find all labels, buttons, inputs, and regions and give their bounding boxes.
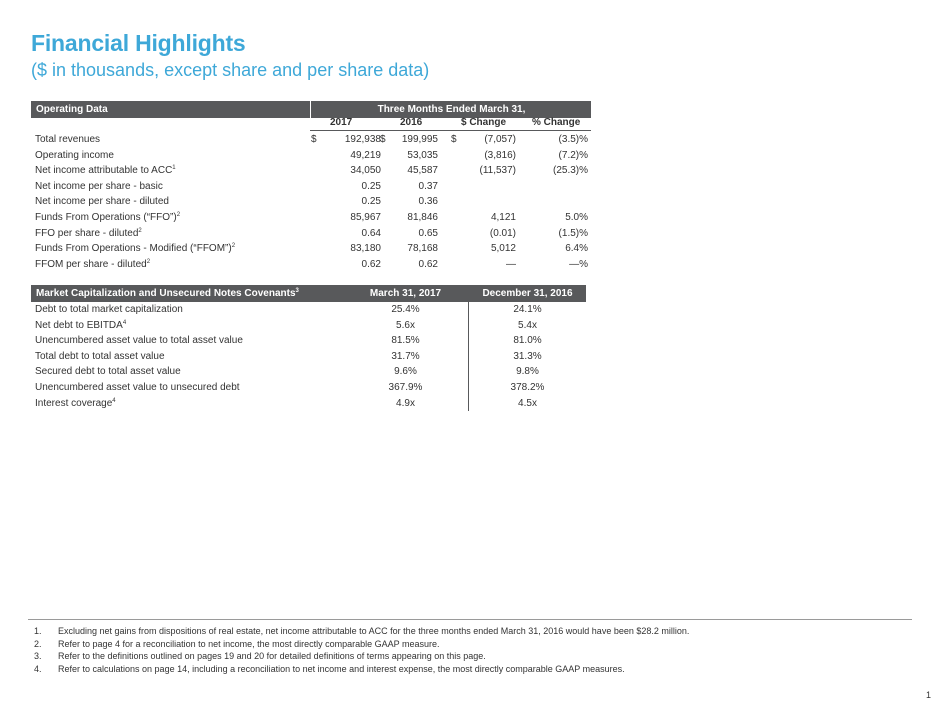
col-march-2017: March 31, 2017: [369, 288, 442, 299]
dollar-change: (0.01): [489, 227, 516, 239]
table-row: [31, 134, 591, 149]
dollar-change: (3,816): [484, 149, 516, 161]
row-label: FFO per share - diluted$^2$: [35, 227, 142, 239]
dollar-sign: $: [380, 134, 386, 145]
footnote-text: Refer to calculations on page 14, including a reconciliation to net income and interest expense, the most directly comparable GAAP measures.: [58, 663, 625, 674]
row-label: Net debt to EBITDA$^4$: [35, 319, 127, 331]
value-march-2017: 25.4%: [391, 304, 420, 315]
table-row: [31, 382, 586, 397]
row-label: Net income per share - diluted: [35, 196, 169, 208]
footnote-text: Excluding net gains from dispositions of real estate, net income attributable to ACC for the three months ended March 31, 2016 would have been $28.2 million.: [58, 626, 690, 636]
value-2017: 0.62: [361, 258, 381, 270]
period-label: Three Months Ended March 31,: [310, 101, 592, 118]
footnote-text: Refer to the definitions outlined on pages 19 and 20 for detailed definitions of terms appearing on this page.: [58, 651, 486, 662]
value-2016: 45,587: [407, 165, 438, 177]
value-2017: 49,219: [350, 149, 381, 161]
table-row: [31, 150, 591, 165]
value-december-2016: 378.2%: [510, 382, 545, 393]
value-2016: 199,995: [401, 134, 438, 145]
percent-change: —%: [569, 258, 588, 270]
market-section-label: Market Capitalization and Unsecured Notes Covenants$^3$: [36, 288, 299, 299]
table-row: [31, 366, 586, 381]
value-december-2016: 31.3%: [513, 350, 542, 362]
row-label: Net income per share - basic: [35, 180, 163, 192]
value-2016: 0.36: [418, 196, 438, 208]
footnote-number: 2.: [34, 638, 42, 649]
value-2016: 0.65: [418, 227, 438, 239]
table-row: [31, 335, 586, 350]
value-december-2016: 81.0%: [513, 335, 542, 347]
value-2017: 34,050: [350, 165, 381, 177]
value-2016: 81,846: [407, 212, 438, 223]
value-2017: 0.64: [361, 227, 381, 239]
percent-change: (3.5)%: [558, 134, 588, 145]
footnote-marker: 2: [176, 212, 181, 218]
table-row: [31, 259, 591, 274]
footnote-marker: 4: [112, 397, 116, 404]
value-2017: 83,180: [350, 243, 381, 255]
footnote-text: Refer to page 4 for a reconciliation to net income, the most directly comparable GAAP measure.: [58, 638, 440, 649]
footnote-marker: 4: [122, 319, 127, 326]
row-label: Interest coverage$^4$: [35, 397, 116, 409]
col-dollar-change: $ Change: [461, 117, 507, 128]
table-row: [31, 351, 586, 366]
value-march-2017: 9.6%: [394, 366, 417, 378]
footnote-rule: [28, 619, 912, 620]
footnote-marker: 2: [138, 227, 142, 234]
percent-change: (1.5)%: [558, 227, 588, 239]
dollar-change: (11,537): [479, 165, 516, 177]
dollar-sign: $: [311, 134, 317, 145]
footnote-number: 3.: [34, 651, 42, 662]
footnote-number: 1.: [34, 626, 42, 636]
footnote-marker: 2: [231, 243, 236, 250]
row-label: Funds From Operations (“FFO”)$^2$: [35, 212, 181, 223]
col-2016: 2016: [400, 117, 423, 128]
value-march-2017: 81.5%: [391, 335, 420, 347]
value-2017: 85,967: [350, 212, 381, 223]
page-title: Financial Highlights: [31, 30, 246, 56]
row-label: Unencumbered asset value to total asset value: [35, 335, 243, 347]
market-header: [31, 285, 586, 302]
dollar-change: —: [506, 258, 516, 270]
page-subtitle: ($ in thousands, except share and per share data): [31, 60, 430, 80]
value-december-2016: 24.1%: [513, 304, 542, 315]
row-label: Operating income: [35, 149, 114, 161]
percent-change: 5.0%: [565, 212, 588, 223]
row-label: Unencumbered asset value to unsecured debt: [35, 382, 240, 393]
dollar-change: 4,121: [490, 212, 516, 223]
percent-change: (7.2)%: [558, 149, 588, 161]
page-number: 1: [926, 690, 932, 700]
table-row: [31, 304, 586, 319]
value-2016: 78,168: [407, 243, 438, 255]
value-december-2016: 4.5x: [518, 397, 537, 409]
table-row: [31, 212, 591, 227]
table-row: [31, 320, 586, 335]
table-row: [31, 243, 591, 258]
col-december-2016: December 31, 2016: [482, 288, 573, 299]
value-2017: 0.25: [361, 180, 381, 192]
value-march-2017: 31.7%: [391, 350, 420, 362]
value-march-2017: 4.9x: [396, 397, 415, 409]
column-header-rule: [310, 130, 591, 131]
table-row: [31, 165, 591, 180]
value-december-2016: 5.4x: [518, 319, 537, 331]
table-row: [31, 398, 586, 413]
dollar-sign: $: [451, 134, 457, 145]
value-march-2017: 5.6x: [396, 319, 415, 331]
row-label: Secured debt to total asset value: [35, 366, 181, 378]
value-2017: 192,938: [344, 134, 381, 145]
operating-section-label: Operating Data: [36, 104, 108, 115]
row-label: Net income attributable to ACC$^1$: [35, 165, 176, 177]
col-percent-change: % Change: [532, 117, 581, 128]
table-row: [31, 181, 591, 196]
value-march-2017: 367.9%: [388, 382, 423, 393]
row-label: Funds From Operations - Modified (“FFOM”)$^2$: [35, 243, 236, 255]
percent-change: (25.3)%: [552, 165, 588, 177]
operating-data-header: [31, 101, 591, 118]
table-row: [31, 228, 591, 243]
value-2017: 0.25: [361, 196, 381, 208]
value-december-2016: 9.8%: [516, 366, 539, 378]
dollar-change: 5,012: [490, 243, 516, 255]
col-2017: 2017: [330, 117, 353, 128]
row-label: Total revenues: [35, 134, 101, 145]
row-label: FFOM per share - diluted$^2$: [35, 258, 151, 270]
value-2016: 0.37: [418, 180, 438, 192]
footnote-marker: 2: [146, 258, 151, 265]
dollar-change: (7,057): [484, 134, 516, 145]
footnote-number: 4.: [34, 663, 42, 674]
row-label: Total debt to total asset value: [35, 350, 165, 362]
value-2016: 53,035: [407, 149, 438, 161]
table-row: [31, 196, 591, 211]
row-label: Debt to total market capitalization: [35, 304, 183, 315]
market-column-divider: [468, 302, 469, 411]
footnote-marker: 1: [172, 165, 176, 172]
percent-change: 6.4%: [565, 243, 588, 255]
value-2016: 0.62: [418, 258, 438, 270]
